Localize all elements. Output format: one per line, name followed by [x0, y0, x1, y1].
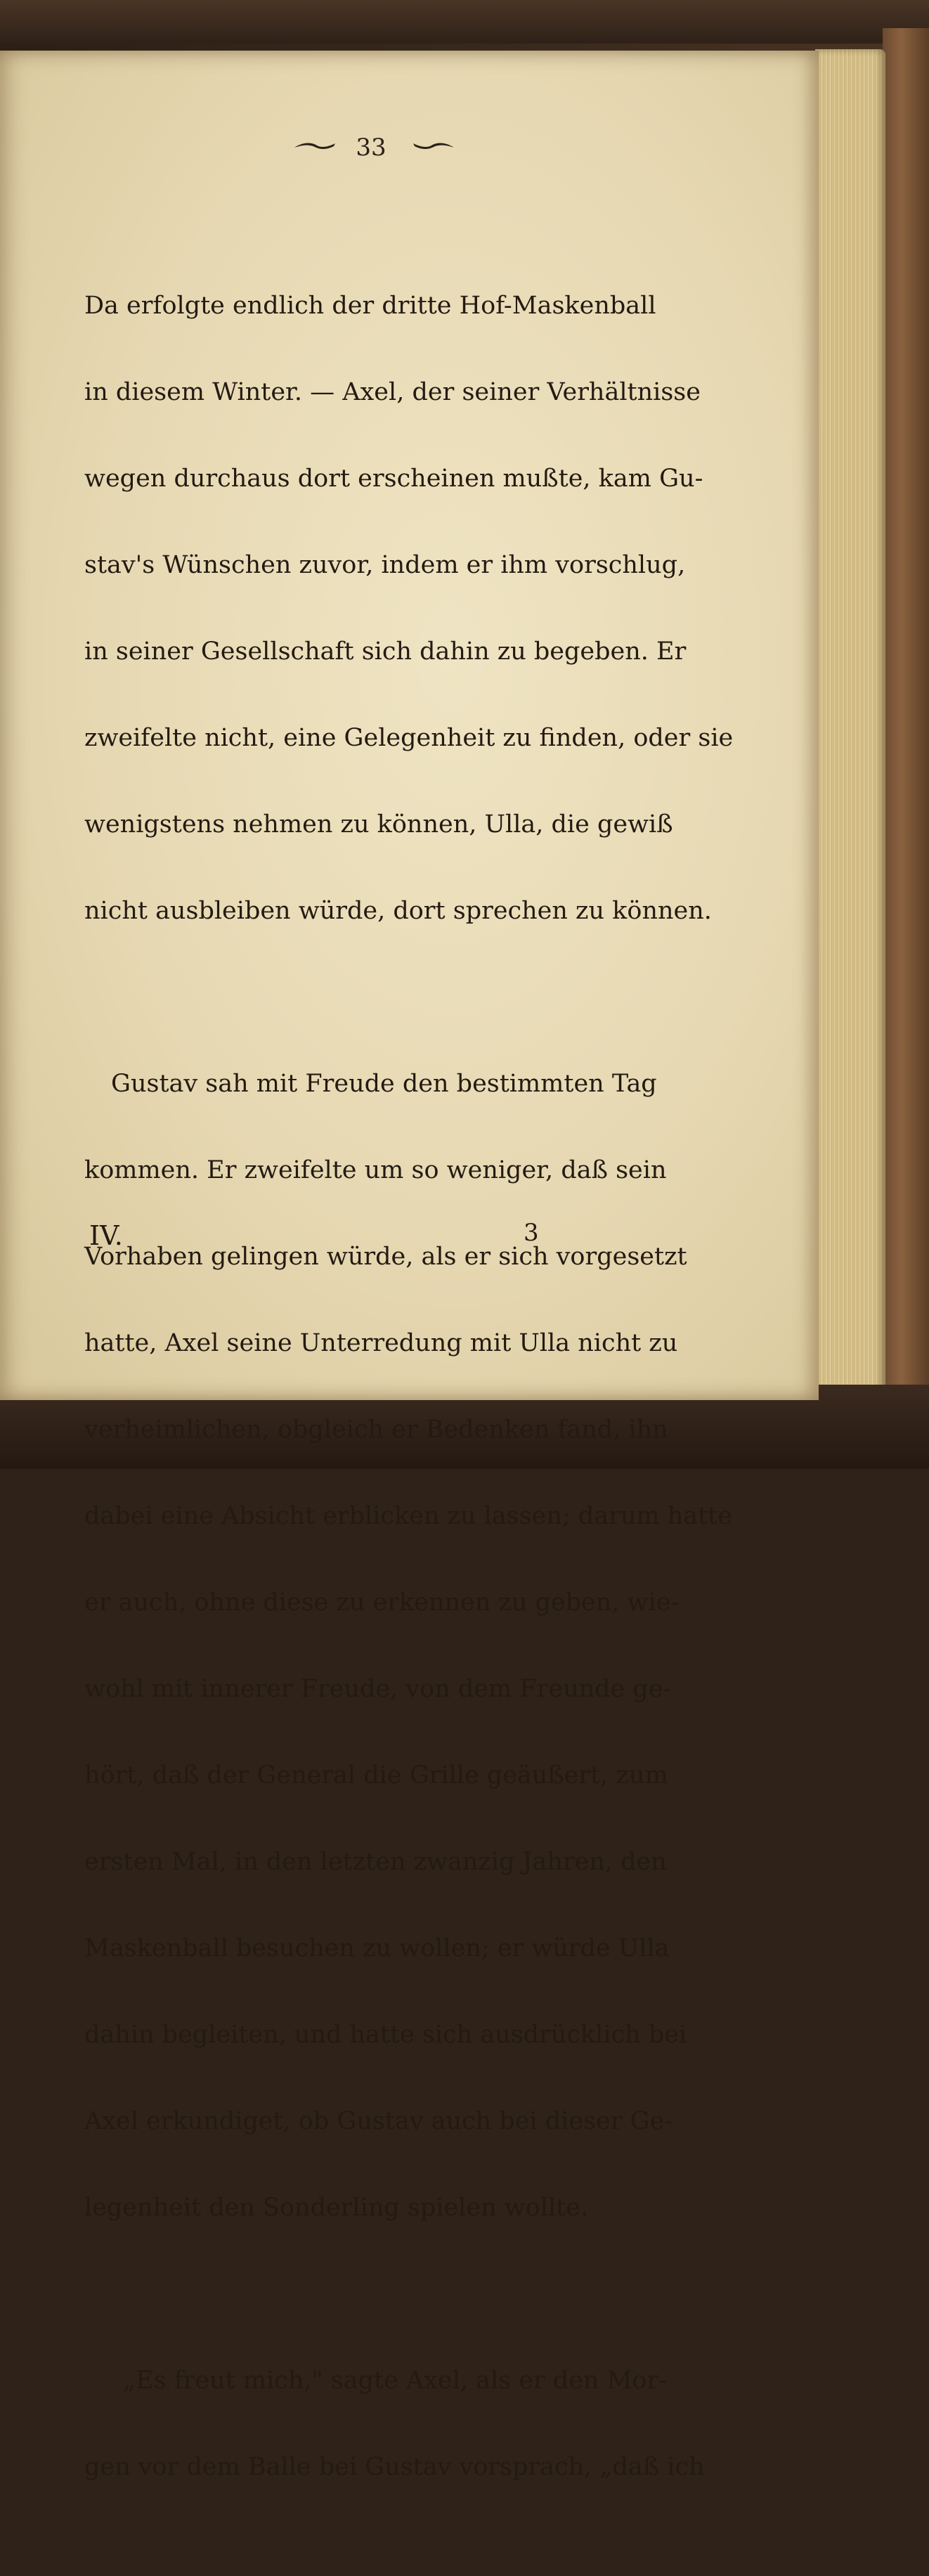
body-text	[84, 198, 734, 2576]
header-ornament-right	[412, 139, 455, 152]
text-line: dabei eine Absicht erblicken zu lassen; darum hatte	[84, 1502, 732, 1530]
text-line: legenheit den Sonderling spielen wollte.	[84, 2194, 589, 2222]
text-line: hatte, Axel seine Unterredung mit Ulla nicht zu	[84, 1329, 678, 1357]
text-line: stav's Wünschen zuvor, indem er ihm vorschlug,	[84, 551, 686, 579]
text-line: wenigstens nehmen zu können, Ulla, die gewiß	[84, 810, 673, 839]
text-line: zweifelte nicht, eine Gelegenheit zu finden, oder sie	[84, 724, 734, 752]
text-line: in seiner Gesellschaft sich dahin zu begeben. Er	[84, 637, 687, 666]
paragraph-2	[84, 1020, 732, 2274]
text-line: gen vor dem Balle bei Gustav vorsprach, „daß ich	[84, 2453, 705, 2481]
text-line: Da erfolgte endlich der dritte Hof-Maskenball	[84, 292, 656, 320]
text-line: dahin begleiten, und hatte sich ausdrücklich bei	[84, 2021, 687, 2049]
text-line: Maskenball besuchen zu wollen; er würde Ulla	[84, 1934, 670, 1962]
text-line: ersten Mal, in den letzten zwanzig Jahren, den	[84, 1848, 667, 1876]
page-edges	[815, 49, 885, 1392]
text-line: in diesem Winter. — Axel, der seiner Verhältnisse	[84, 378, 701, 406]
text-line: nicht ausbleiben würde, dort sprechen zu können.	[84, 897, 712, 925]
signature-mark: IV.	[89, 1220, 123, 1251]
page-number: 33	[356, 134, 386, 162]
text-line: er auch, ohne diese zu erkennen zu geben, wie-	[84, 1588, 680, 1617]
paragraph-1	[84, 242, 734, 977]
catchword: 3	[524, 1219, 539, 1247]
book-cover-top	[0, 0, 929, 44]
text-line: wegen durchaus dort erscheinen mußte, kam Gu-	[84, 465, 703, 493]
text-line: kommen. Er zweifelte um so weniger, daß sein	[84, 1156, 667, 1184]
text-line: verheimlichen, obgleich er Bedenken fand, ihn	[84, 1416, 668, 1444]
text-line: wohl mit innerer Freude, von dem Freunde ge-	[84, 1675, 672, 1703]
text-line: Gustav sah mit Freude den bestimmten Tag	[111, 1070, 657, 1098]
paragraph-3	[84, 2317, 705, 2533]
header-ornament-left	[293, 139, 337, 152]
book-cover-right	[883, 28, 929, 1469]
text-line: Axel erkundiget, ob Gustav auch bei dieser Ge-	[84, 2107, 673, 2135]
text-line: hört, daß der General die Grille geäußert, zum	[84, 1761, 668, 1789]
text-line: Vorhaben gelingen würde, als er sich vorgesetzt	[84, 1243, 687, 1271]
text-line: „Es freut mich," sagte Axel, als er den Mor-	[123, 2367, 668, 2395]
